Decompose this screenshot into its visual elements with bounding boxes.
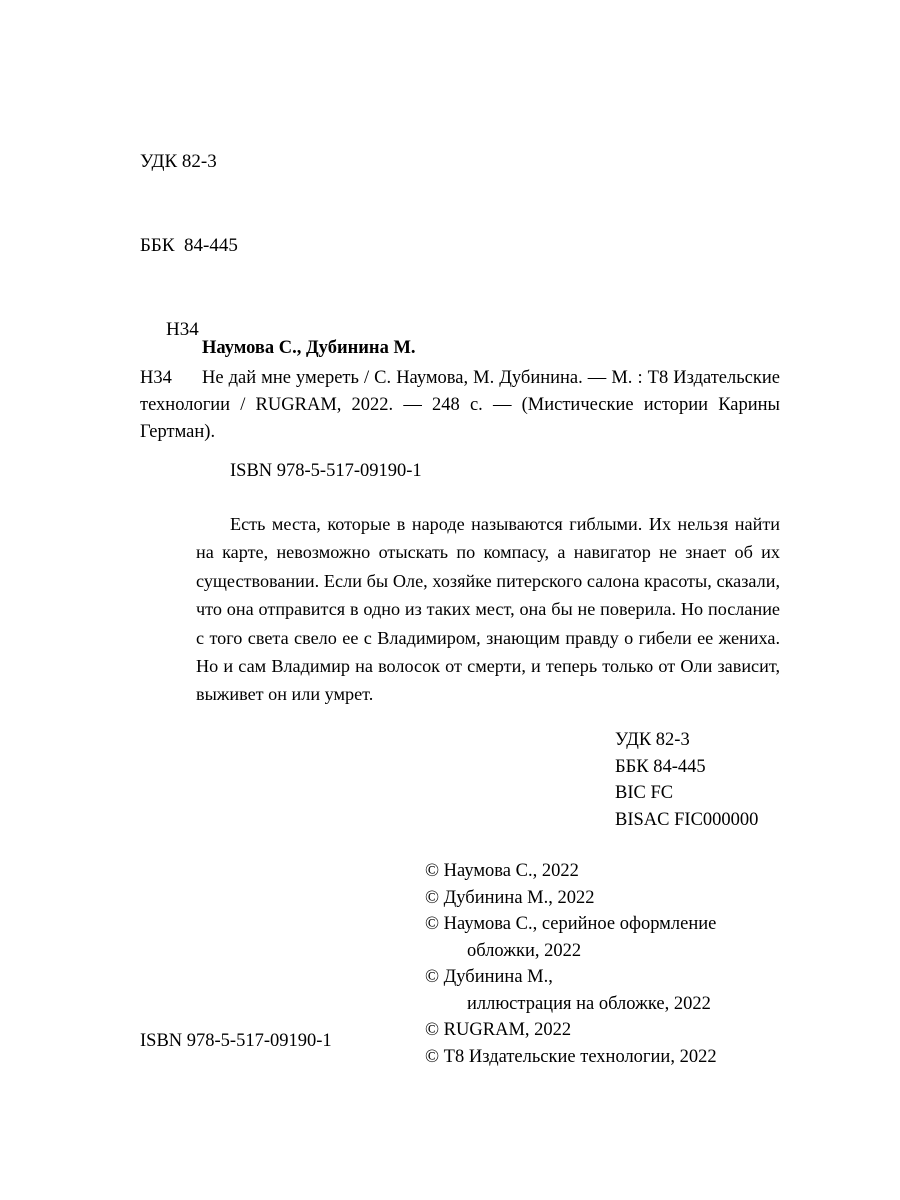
description-block	[140, 365, 780, 446]
copyright-line: © Т8 Издательские технологии, 2022	[425, 1046, 717, 1067]
copyright-block	[425, 858, 717, 1070]
annotation-text	[196, 510, 780, 709]
authors-line: Наумова С., Дубинина М.	[202, 338, 416, 358]
udk-line-repeat: УДК 82-3	[615, 730, 690, 750]
isbn-primary: ISBN 978-5-517-09190-1	[230, 461, 422, 481]
description-text	[140, 365, 780, 446]
bibliographic-description	[140, 335, 780, 446]
copyright-line: © Наумова С., серийное оформление	[425, 914, 717, 934]
copyright-line: © Дубинина М.,	[425, 967, 553, 987]
copyright-line: © RUGRAM, 2022	[425, 1020, 572, 1040]
copyright-line: © Дубинина М., 2022	[425, 887, 595, 908]
isbn-secondary: ISBN 978-5-517-09190-1	[140, 1031, 332, 1051]
bbk-line-repeat: ББК 84-445	[615, 756, 706, 777]
copyright-line: © Наумова С., 2022	[425, 861, 579, 881]
bic-code-line: BIC FC	[615, 783, 674, 803]
author-mark-code: Н34	[140, 368, 172, 388]
udk-line: УДК 82-3	[140, 151, 217, 172]
annotation-body: Есть места, которые в народе называются гиблыми. Их нельзя найти на карте, невозможно отыскать по компасу, а навигатор не знает об их существовании. Если бы Оле, хозяйке питерского салона красоты, сказали, что она отправится в одно из таких мест, она бы не поверила. Но послание с того света свело ее с Владимиром, знающим правду о гибели ее жениха. Но и сам Владимир на волосок от смерти, и теперь только от Оли зависит, выживет он или умрет.	[196, 514, 780, 705]
author-mark-line: Н34	[166, 319, 199, 340]
bisac-code-line: BISAC FIC000000	[615, 809, 759, 830]
bbk-line: ББК 84-445	[140, 235, 238, 256]
classification-index-bottom	[615, 727, 758, 833]
copyright-line: иллюстрация на обложке, 2022	[467, 993, 711, 1014]
copyright-line: обложки, 2022	[467, 940, 582, 961]
description-body: Не дай мне умереть / С. Наумова, М. Дубинина. — М. : Т8 Издательские технологии / RUGRAM, 2022. — 248 с. — (Мистические истории Карины Гертман).	[140, 368, 780, 442]
